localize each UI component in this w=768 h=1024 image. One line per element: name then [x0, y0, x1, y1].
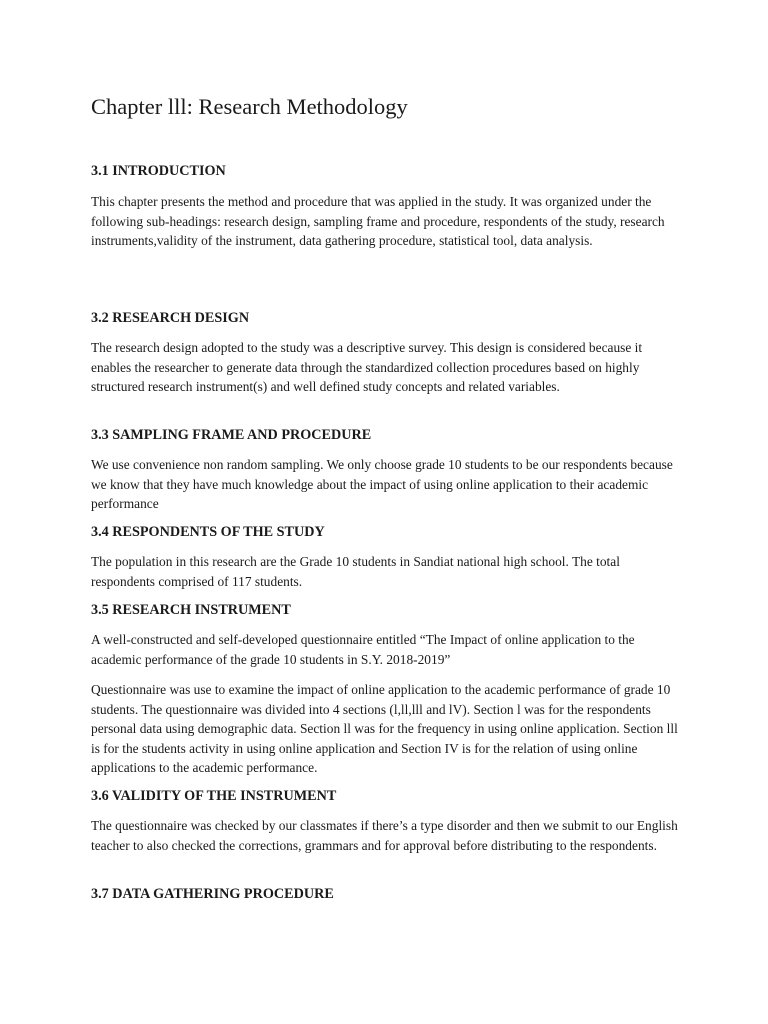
section-heading-data-gathering: 3.7 DATA GATHERING PROCEDURE — [91, 886, 334, 902]
chapter-title: Chapter lll: Research Methodology — [91, 94, 408, 119]
research-design-paragraph: The research design adopted to the study was a descriptive survey. This design is considered because it enables the researcher to generate data through the standardized collection procedures based on highly structured research instrument(s) and well defined study concepts and related variables. — [91, 340, 643, 394]
respondents-paragraph: The population in this research are the Grade 10 students in Sandiat national high school. The total respondents comprised of 117 students. — [91, 554, 620, 589]
research-instrument-paragraph-1: A well-constructed and self-developed questionnaire entitled “The Impact of online application to the academic performance of the grade 10 students in S.Y. 2018-2019” — [91, 632, 635, 667]
sampling-frame-paragraph: We use convenience non random sampling. We only choose grade 10 students to be our respondents because we know that they have much knowledge about the impact of using online application to their academic performance — [91, 457, 673, 511]
section-heading-research-design: 3.2 RESEARCH DESIGN — [91, 310, 250, 326]
section-heading-respondents: 3.4 RESPONDENTS OF THE STUDY — [91, 524, 325, 540]
introduction-paragraph: This chapter presents the method and procedure that was applied in the study. It was organized under the following sub-headings: research design, sampling frame and procedure, respondents of the study, research instruments,validity of the instrument, data gathering procedure, statistical tool, data analysis. — [91, 194, 665, 248]
section-heading-validity: 3.6 VALIDITY OF THE INSTRUMENT — [91, 788, 337, 804]
section-heading-research-instrument: 3.5 RESEARCH INSTRUMENT — [91, 602, 291, 618]
research-instrument-paragraph-2: Questionnaire was use to examine the impact of online application to the academic performance of grade 10 students. The questionnaire was divided into 4 sections (l,ll,lll and lV). Section l was for the respondents personal data using demographic data. Section ll was for the frequency in using online application. Section lll is for the students activity in using online application and Section IV is for the relation of using online applications to the academic performance. — [91, 682, 678, 775]
validity-paragraph: The questionnaire was checked by our classmates if there’s a type disorder and then we submit to our English teacher to also checked the corrections, grammars and for approval before distributing to the respondents. — [91, 818, 678, 853]
section-heading-sampling-frame: 3.3 SAMPLING FRAME AND PROCEDURE — [91, 427, 372, 443]
section-heading-introduction: 3.1 INTRODUCTION — [91, 163, 226, 179]
